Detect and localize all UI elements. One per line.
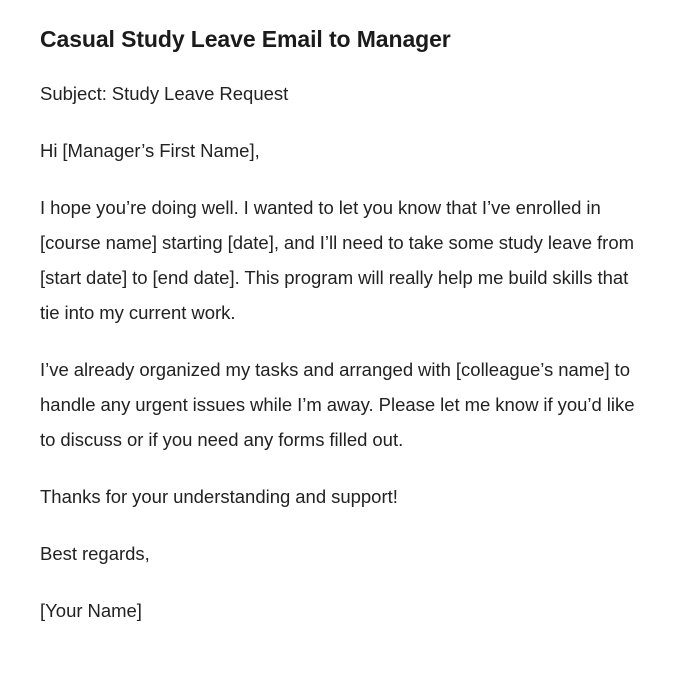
subject-line: Subject: Study Leave Request [40, 83, 289, 104]
email-body [40, 76, 640, 628]
greeting-line: Hi [Manager’s First Name], [40, 140, 260, 161]
signature-name: [Your Name] [40, 600, 142, 621]
body-paragraph-1: I hope you’re doing well. I wanted to let you know that I’ve enrolled in [course name] starting [date], and I’ll need to take some study leave from [start date] to [end date]. This program will really help me build skills that tie into my current work. [40, 197, 635, 323]
closing-thanks-line: Thanks for your understanding and support! [40, 486, 398, 507]
body-paragraph-2: I’ve already organized my tasks and arranged with [colleague’s name] to handle any urgent issues while I’m away. Please let me know if you’d like to discuss or if you need any forms filled out. [40, 359, 635, 450]
page-title: Casual Study Leave Email to Manager [40, 26, 451, 52]
signoff-line: Best regards, [40, 543, 150, 564]
